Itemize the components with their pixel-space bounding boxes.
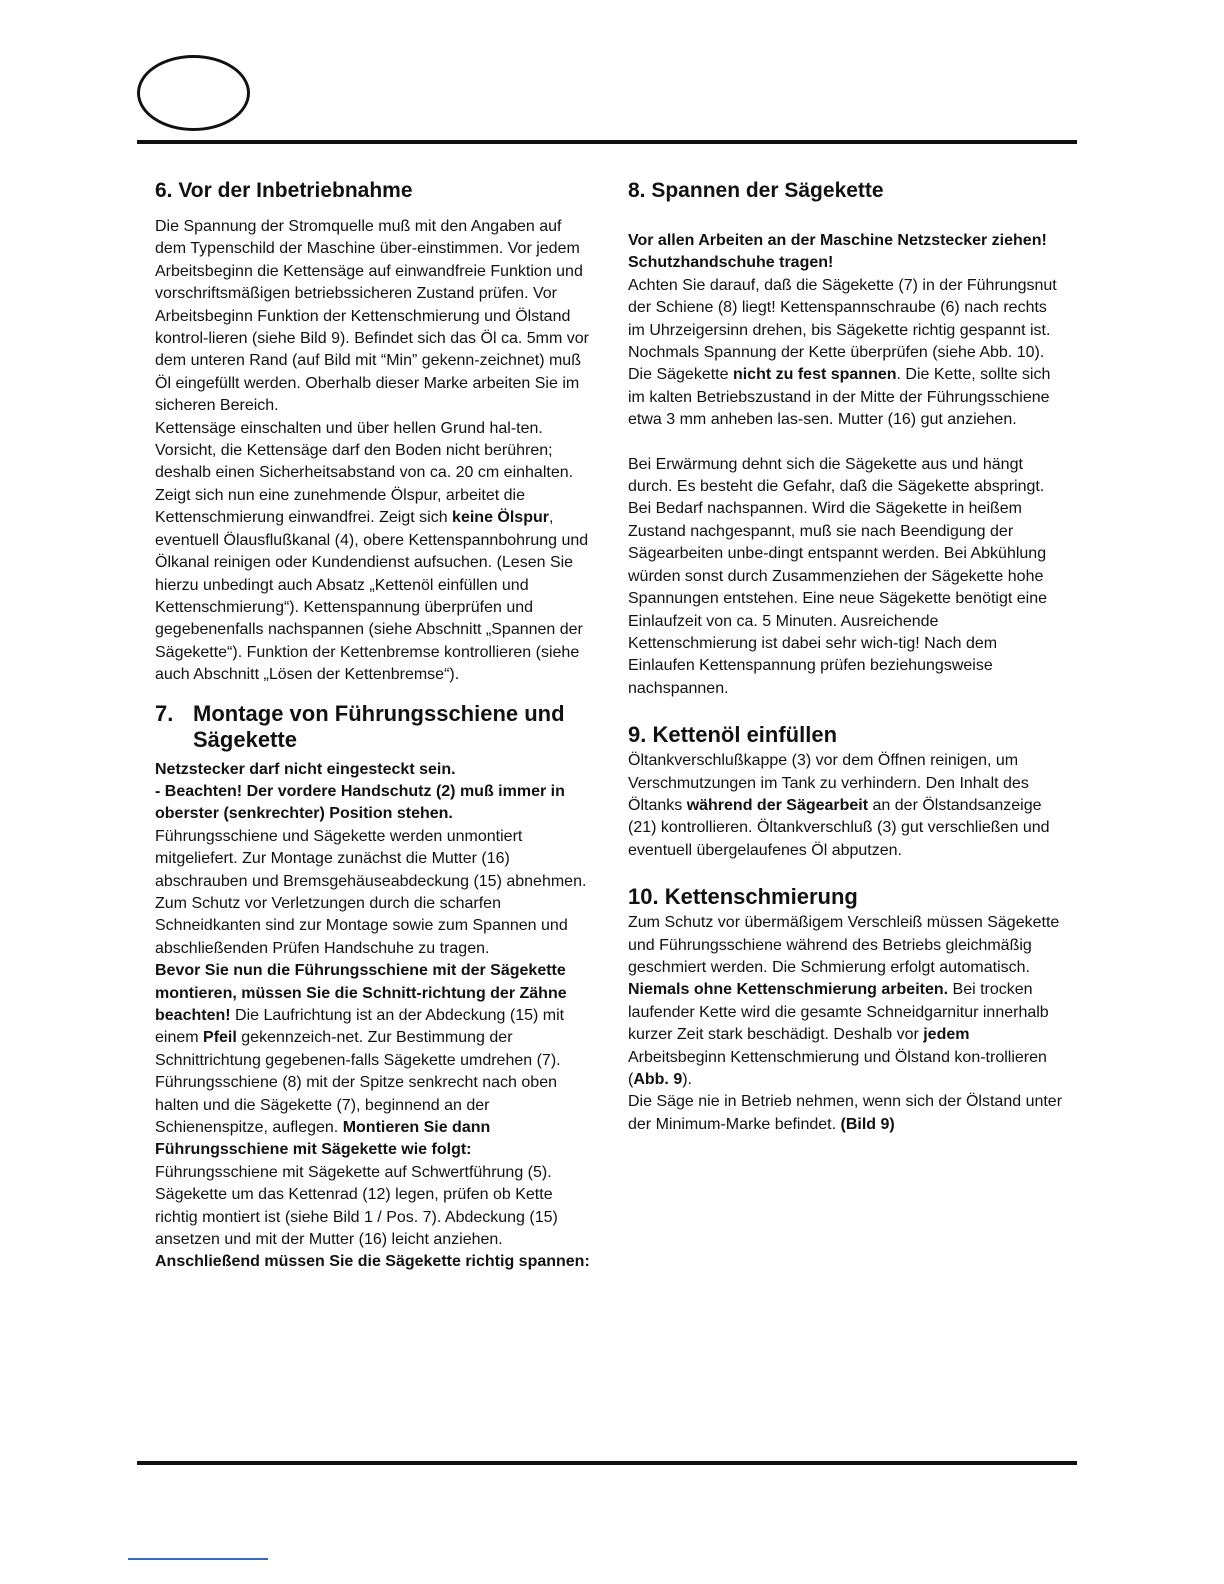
section-6-title: 6. Vor der Inbetriebnahme bbox=[155, 179, 413, 202]
section-9-title: 9. Kettenöl einfüllen bbox=[628, 722, 838, 748]
section-10-title: 10. Kettenschmierung bbox=[628, 884, 858, 910]
header-rule bbox=[137, 140, 1077, 144]
section-9 bbox=[628, 722, 1068, 862]
section-8-warning-2: Schutzhandschuhe tragen! bbox=[628, 254, 834, 272]
section-7-warning-2: - Beachten! Der vordere Handschutz (2) muß immer in oberster (senkrechter) Position stehen. bbox=[155, 782, 565, 823]
section-8-title: 8. Spannen der Sägekette bbox=[628, 179, 884, 202]
section-7-paragraph-2: Bevor Sie nun die Führungsschiene mit der Sägekette montieren, müssen Sie die Schnitt-richtung der Zähne beachten! Die Laufrichtung ist an der Abdeckung (15) mit einem Pfeil gekennzeich-net. Zur Bestimmung der Schnittrichtung gegebenen-falls Sägekette umdrehen (7). Führungsschiene (8) mit der Spitze senkrecht nach oben halten und die Sägekette (7), beginnend an der Schienenspitze, auflegen. Montieren Sie dann Führungsschiene mit Sägekette wie folgt: Führungsschiene mit Sägekette auf Schwertführung (5). Sägekette um das Kettenrad (12) legen, prüfen ob Kette richtig montiert ist (siehe Bild 1 / Pos. 7). Abdeckung (15) ansetzen und mit der Mutter (16) leicht anziehen. bbox=[155, 962, 567, 1249]
section-6-paragraph-2: Kettensäge einschalten und über hellen Grund hal-ten. Vorsicht, die Kettensäge darf den Boden nicht berühren; deshalb einen Sicherheitsabstand von ca. 20 cm einhalten. Zeigt sich nun eine zunehmende Ölspur, arbeitet die Kettenschmierung einwandfrei. Zeigt sich keine Ölspur, eventuell Ölausflußkanal (4), obere Kettenspannbohrung und Ölkanal reinigen oder Kundendienst aufsuchen. (Lesen Sie hierzu unbedingt auch Absatz „Kettenöl einfüllen und Kettenschmierung“). Kettenspannung überprüfen und gegebenenfalls nachspannen (siehe Abschnitt „Spannen der Sägekette“). Funktion der Kettenbremse kontrollieren (siehe auch Abschnitt „Lösen der Kettenbremse“). bbox=[155, 419, 589, 684]
section-8 bbox=[628, 178, 1068, 700]
section-8-warning-1: Vor allen Arbeiten an der Maschine Netzstecker ziehen! bbox=[628, 232, 1047, 249]
right-column bbox=[628, 178, 1068, 1136]
section-10 bbox=[628, 884, 1068, 1136]
section-7-closing: Anschließend müssen Sie die Sägekette richtig spannen: bbox=[155, 1253, 590, 1271]
section-8-paragraph-1: Achten Sie darauf, daß die Sägekette (7) in der Führungsnut der Schiene (8) liegt! Kettenspannschraube (6) nach rechts im Uhrzeigersinn drehen, bis Sägekette richtig gespannt ist. Nochmals Spannung der Kette überprüfen (siehe Abb. 10). Die Sägekette nicht zu fest spannen. Die Kette, sollte sich im kalten Betriebszustand in der Mitte der Führungsschiene etwa 3 mm anheben las-sen. Mutter (16) gut anziehen. bbox=[628, 276, 1057, 429]
section-7-warning-1: Netzstecker darf nicht eingesteckt sein. bbox=[155, 760, 456, 778]
section-7-title: 7. Montage von Führungsschiene und Sägekette bbox=[155, 700, 565, 752]
language-flag-oval bbox=[137, 55, 250, 131]
section-10-paragraph-2: Die Säge nie in Betrieb nehmen, wenn sich der Ölstand unter der Minimum-Marke befindet. (Bild 9) bbox=[628, 1093, 1063, 1133]
spacer bbox=[628, 432, 1068, 454]
section-7 bbox=[155, 701, 595, 1274]
section-6-paragraph-1: Die Spannung der Stromquelle muß mit den Angaben auf dem Typenschild der Maschine über-einstimmen. Vor jedem Arbeitsbeginn die Kettensäge auf einwandfreie Funktion und vorschriftsmäßigen betriebssicheren Zustand prüfen. Vor Arbeitsbeginn Funktion der Kettenschmierung und Ölstand kontrol-lieren (siehe Bild 9). Befindet sich das Öl ca. 5mm vor dem unteren Rand (auf Bild mit “Min” gekenn-zeichnet) muß Öl eingefüllt werden. Oberhalb dieser Marke arbeiten Sie im sicheren Bereich. bbox=[155, 218, 589, 415]
section-10-paragraph-1: Zum Schutz vor übermäßigem Verschleiß müssen Sägekette und Führungsschiene während des Betriebs gleichmäßig geschmiert werden. Die Schmierung erfolgt automatisch. Niemals ohne Kettenschmierung arbeiten. Bei trocken laufender Kette wird die gesamte Schneidgarnitur innerhalb kurzer Zeit stark beschädigt. Deshalb vor jedem Arbeitsbeginn Kettenschmierung und Ölstand kon-trollieren (Abb. 9). bbox=[628, 914, 1060, 1088]
footer-rule bbox=[137, 1461, 1077, 1465]
left-column bbox=[155, 178, 595, 1274]
section-6 bbox=[155, 178, 595, 687]
footer-mark bbox=[128, 1558, 268, 1560]
section-7-paragraph-1: Führungsschiene und Sägekette werden unmontiert mitgeliefert. Zur Montage zunächst die Mutter (16) abschrauben und Bremsgehäuseabdeckung (15) abnehmen. Zum Schutz vor Verletzungen durch die scharfen Schneidkanten sind zur Montage sowie zum Spannen und abschließenden Prüfen Handschuhe zu tragen. bbox=[155, 827, 587, 957]
section-8-paragraph-2: Bei Erwärmung dehnt sich die Sägekette aus und hängt durch. Es besteht die Gefahr, daß die Sägekette abspringt. Bei Bedarf nachspannen. Wird die Sägekette in heißem Zustand nachgespannt, muß sie nach Beendigung der Sägearbeiten unbe-dingt entspannt werden. Bei Abkühlung würden sonst durch Zusammenziehen der Sägekette hohe Spannungen entstehen. Eine neue Sägekette benötigt eine Einlaufzeit von ca. 5 Minuten. Ausreichende Kettenschmierung ist dabei sehr wich-tig! Nach dem Einlaufen Kettenspannung prüfen beziehungsweise nachspannen. bbox=[628, 455, 1048, 697]
section-9-paragraph: Öltankverschlußkappe (3) vor dem Öffnen reinigen, um Verschmutzungen im Tank zu verhindern. Den Inhalt des Öltanks während der Sägearbeit an der Ölstandsanzeige (21) kontrollieren. Öltankverschluß (3) gut verschließen und eventuell übergelaufenes Öl abputzen. bbox=[628, 752, 1050, 859]
